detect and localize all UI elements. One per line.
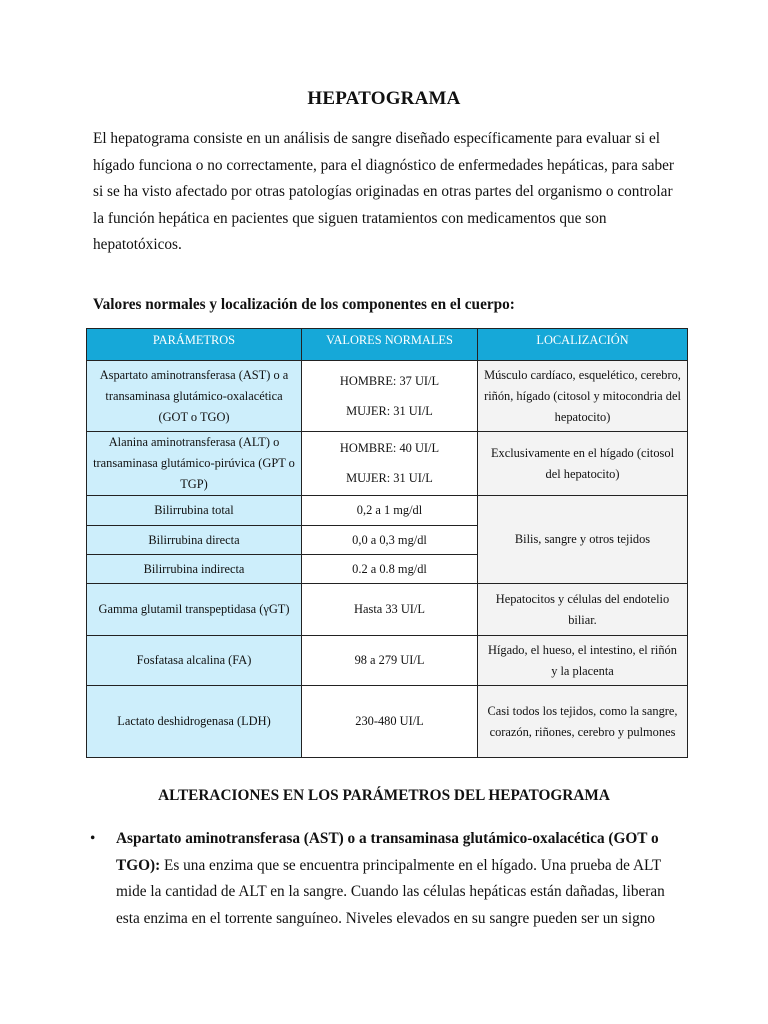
table-row — [87, 636, 688, 686]
value-cell: 0,0 a 0,3 mg/dl — [302, 526, 478, 555]
intro-paragraph: El hepatograma consiste en un análisis de sangre diseñado específicamente para evaluar si el hígado funciona o no correctamente, para el diagnóstico de enfermedades hepáticas, para saber si se ha visto afectado por otras patologías originadas en otras partes del organismo o controlar la función hepática en pacientes que siguen tratamientos con medicamentos que son hepatotóxicos. — [93, 130, 675, 254]
location-cell-bilirrubina: Bilis, sangre y otros tejidos — [478, 496, 688, 584]
param-cell: Bilirrubina directa — [87, 526, 302, 555]
param-cell: Fosfatasa alcalina (FA) — [87, 636, 302, 686]
value-cell: 0,2 a 1 mg/dl — [302, 496, 478, 526]
alterations-list — [90, 826, 678, 932]
param-cell: Lactato deshidrogenasa (LDH) — [87, 686, 302, 758]
location-cell: Músculo cardíaco, esquelético, cerebro, riñón, hígado (citosol y mitocondria del hepatocito) — [478, 361, 688, 432]
table-row — [87, 686, 688, 758]
list-item — [90, 826, 678, 932]
value-cell: Hasta 33 UI/L — [302, 584, 478, 636]
header-localizacion: LOCALIZACIÓN — [478, 329, 688, 361]
location-cell: Casi todos los tejidos, como la sangre, corazón, riñones, cerebro y pulmones — [478, 686, 688, 758]
table-header-row — [87, 329, 688, 361]
value-female: MUJER: 31 UI/L — [346, 471, 433, 485]
table-row — [87, 584, 688, 636]
table-row — [87, 361, 688, 432]
header-valores-normales: VALORES NORMALES — [302, 329, 478, 361]
list-item-text: Es una enzima que se encuentra principalmente en el hígado. Una prueba de ALT mide la cantidad de ALT en la sangre. Cuando las células hepáticas están dañadas, liberan esta enzima en el torrente sanguíneo. Niveles elevados en su sangre pueden ser un signo — [116, 856, 665, 927]
value-female: MUJER: 31 UI/L — [346, 403, 433, 418]
page-title: HEPATOGRAMA — [307, 88, 461, 109]
bullet-icon: • — [90, 830, 96, 847]
param-cell: Aspartato aminotransferasa (AST) o a transaminasa glutámico-oxalacética (GOT o TGO) — [87, 361, 302, 432]
param-cell: Bilirrubina indirecta — [87, 555, 302, 584]
param-cell: Alanina aminotransferasa (ALT) o transaminasa glutámico-pirúvica (GPT o TGP) — [87, 432, 302, 496]
header-parametros: PARÁMETROS — [87, 329, 302, 361]
value-cell — [302, 432, 478, 496]
value-cell: 0.2 a 0.8 mg/dl — [302, 555, 478, 584]
location-cell: Hígado, el hueso, el intestino, el riñón y la placenta — [478, 636, 688, 686]
value-cell: 230-480 UI/L — [302, 686, 478, 758]
table-row — [87, 496, 688, 526]
table-heading: Valores normales y localización de los componentes en el cuerpo: — [93, 296, 515, 313]
value-male: HOMBRE: 40 UI/L — [339, 441, 440, 455]
value-cell: 98 a 279 UI/L — [302, 636, 478, 686]
table-row — [87, 432, 688, 496]
location-cell: Exclusivamente en el hígado (citosol del hepatocito) — [478, 432, 688, 496]
section-title: ALTERACIONES EN LOS PARÁMETROS DEL HEPATOGRAMA — [158, 787, 610, 804]
reference-values-table — [86, 328, 688, 758]
value-male: HOMBRE: 37 UI/L — [339, 373, 440, 388]
value-cell — [302, 361, 478, 432]
list-item-term: Aspartato aminotransferasa (AST) o a transaminasa glutámico-oxalacética (GOT o TGO): — [116, 830, 659, 874]
param-cell: Bilirrubina total — [87, 496, 302, 526]
location-cell: Hepatocitos y células del endotelio biliar. — [478, 584, 688, 636]
param-cell: Gamma glutamil transpeptidasa (γGT) — [87, 584, 302, 636]
